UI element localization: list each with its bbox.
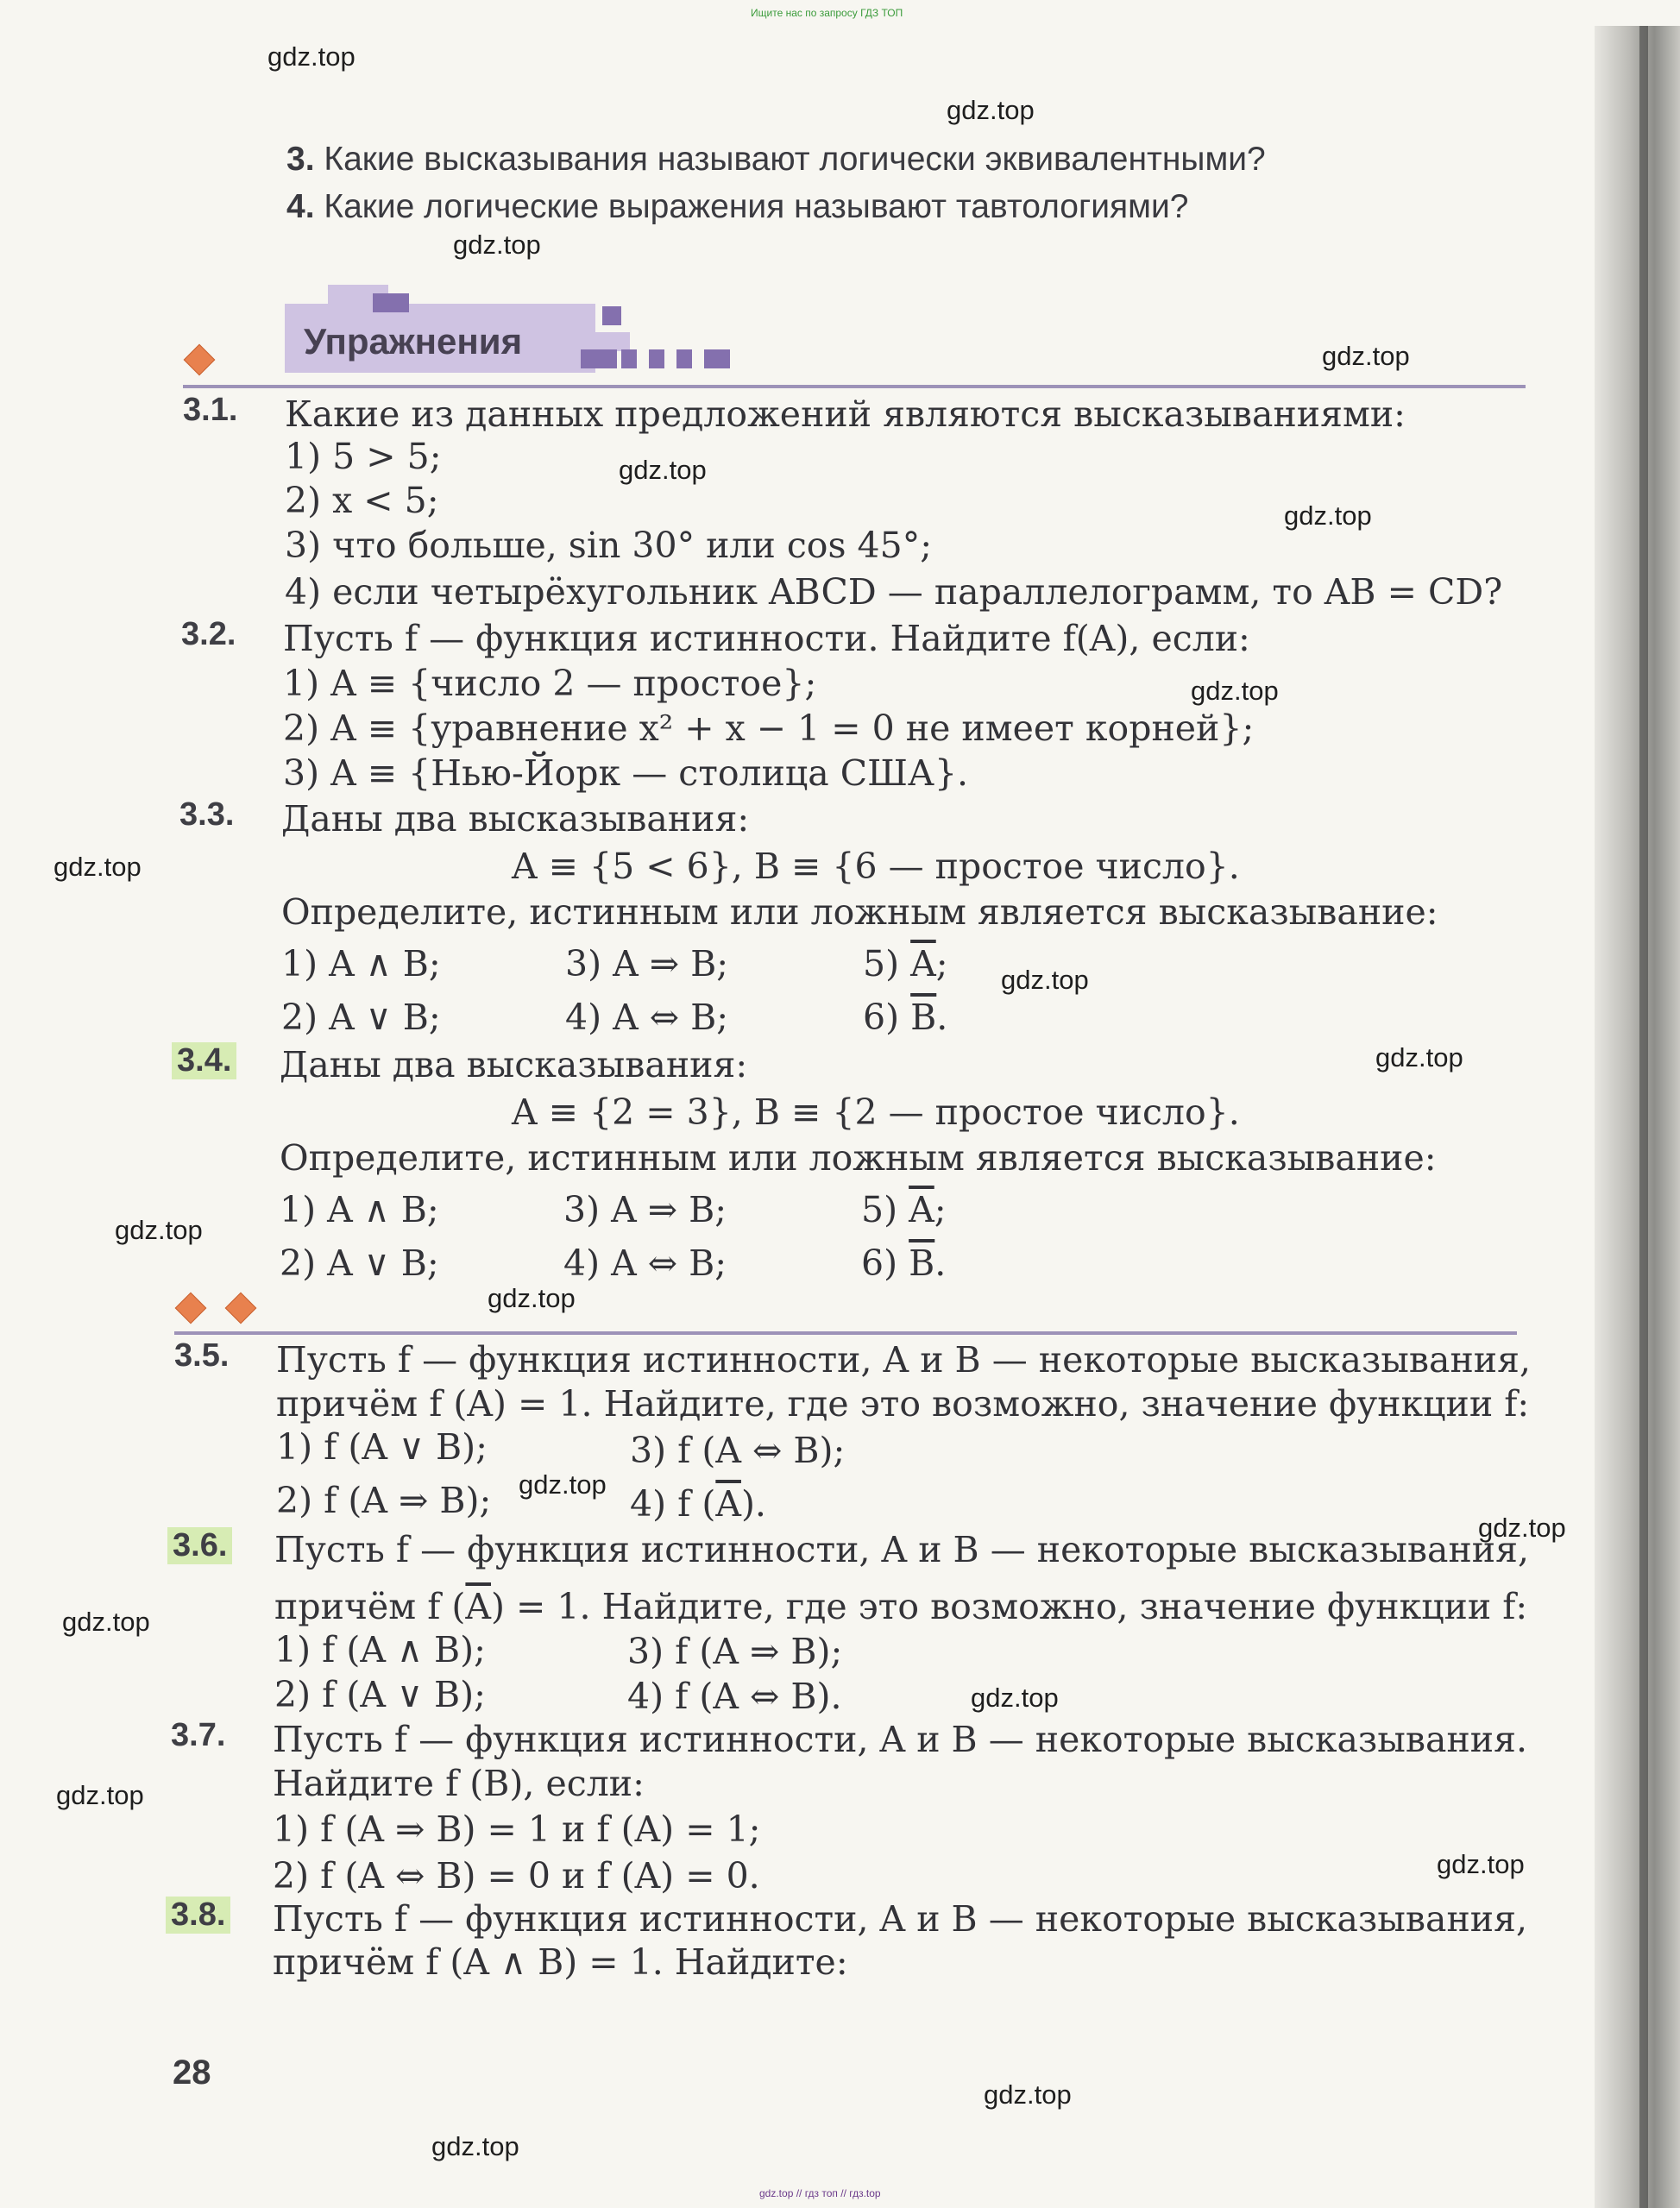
exercise-item: 3) f (A ⇒ B);: [627, 1631, 843, 1672]
page-number: 28: [173, 2054, 211, 2092]
exercise-text: Найдите f (B), если:: [273, 1763, 645, 1804]
watermark: gdz.top: [947, 95, 1035, 125]
exercise-item: 5) $\overline{A}$;: [861, 1189, 947, 1230]
watermark: gdz.top: [115, 1215, 203, 1245]
exercise-text: причём f (A) = 1. Найдите, где это возможно, значение функции f:: [276, 1383, 1530, 1425]
exercise-item: 5) $\overline{A}$;: [863, 943, 948, 984]
section-title: Упражнения: [304, 321, 523, 362]
exercise-item: 2) f (A ⇔ B) = 0 и f (A) = 0.: [273, 1855, 760, 1897]
exercise-number: 3.5.: [174, 1337, 230, 1374]
exercise-text: Какие из данных предложений являются высказываниями:: [285, 393, 1406, 435]
exercise-text: Пусть f — функция истинности. Найдите f(A), если:: [283, 618, 1250, 659]
exercise-item: 3) A ≡ {Нью-Йорк — столица США}.: [283, 752, 969, 794]
difficulty-diamond-icon: [184, 344, 216, 376]
watermark: gdz.top: [1478, 1513, 1566, 1543]
exercise-item: 2) A ∨ B;: [281, 997, 441, 1038]
exercise-number: 3.2.: [181, 616, 236, 652]
exercise-item: 2) A ∨ B;: [280, 1242, 439, 1284]
exercise-item: 4) если четырёхугольник ABCD — параллелограмм, то AB = CD?: [285, 571, 1503, 613]
exercise-item: 3) что больше, sin 30° или cos 45°;: [285, 525, 933, 566]
exercise-text: Пусть f — функция истинности, A и B — некоторые высказывания.: [273, 1719, 1527, 1760]
exercise-text: Определите, истинным или ложным является высказывание:: [280, 1137, 1437, 1179]
exercise-text: Пусть f — функция истинности, A и B — некоторые высказывания,: [274, 1529, 1529, 1570]
exercise-text: причём f (A ∧ B) = 1. Найдите:: [273, 1941, 848, 1983]
watermark: gdz.top: [431, 2131, 519, 2161]
watermark: gdz.top: [453, 230, 541, 260]
difficulty-diamond-icon: [225, 1293, 257, 1324]
exercise-number-highlighted: 3.4.: [172, 1042, 236, 1079]
exercise-item: 4) A ⇔ B;: [565, 997, 729, 1038]
exercise-item: 2) f (A ∨ B);: [274, 1674, 486, 1715]
exercise-item: 2) A ≡ {уравнение x² + x − 1 = 0 не имеет корней};: [283, 708, 1255, 749]
exercise-item: 2) x < 5;: [285, 480, 439, 521]
exercise-text: Даны два высказывания:: [281, 798, 750, 840]
watermark: gdz.top: [984, 2079, 1072, 2110]
exercise-item: 3) A ⇒ B;: [563, 1189, 727, 1230]
question-number: 4.: [286, 188, 315, 225]
exercise-item: 4) f $(\overline{A})$.: [630, 1483, 766, 1525]
watermark: gdz.top: [53, 852, 142, 882]
exercise-item: 1) f (A ⇒ B) = 1 и f (A) = 1;: [273, 1809, 761, 1850]
exercise-text: причём f $(\overline{A}) = 1$. Найдите, где это возможно, значение функции f:: [274, 1586, 1528, 1627]
exercise-text: Даны два высказывания:: [280, 1044, 748, 1085]
exercise-item: 1) A ∧ B;: [280, 1189, 439, 1230]
review-question: [286, 188, 1188, 226]
exercise-number: 3.1.: [183, 392, 238, 428]
watermark: gdz.top: [619, 455, 707, 485]
exercise-formula: A ≡ {2 = 3}, B ≡ {2 — простое число}.: [512, 1091, 1240, 1133]
difficulty-diamond-icon: [175, 1293, 207, 1324]
exercise-number: 3.3.: [179, 796, 235, 833]
header-notice: Ищите нас по запросу ГДЗ ТОП: [751, 7, 903, 19]
exercise-item: 3) f (A ⇔ B);: [630, 1430, 846, 1471]
watermark: gdz.top: [519, 1469, 607, 1500]
watermark: gdz.top: [1284, 500, 1372, 531]
question-text: Какие высказывания называют логически эквивалентными?: [324, 141, 1266, 178]
exercise-text: Пусть f — функция истинности, A и B — некоторые высказывания,: [276, 1339, 1531, 1381]
exercise-item: 1) 5 > 5;: [285, 436, 442, 477]
exercise-item: 4) f (A ⇔ B).: [627, 1676, 842, 1717]
page-fold-shadow: [1595, 26, 1680, 2208]
watermark: gdz.top: [1437, 1849, 1525, 1879]
watermark: gdz.top: [1191, 676, 1279, 706]
question-text: Какие логические выражения называют тавтологиями?: [324, 188, 1189, 225]
watermark: gdz.top: [488, 1283, 576, 1313]
watermark: gdz.top: [971, 1683, 1059, 1713]
watermark: gdz.top: [1322, 341, 1410, 371]
watermark: gdz.top: [1001, 965, 1089, 995]
review-question: [286, 141, 1266, 179]
footer-notice: gdz.top // гдз топ // гдз.top: [759, 2187, 881, 2199]
page-edge: [1639, 26, 1648, 2208]
section-rule: [183, 385, 1526, 388]
watermark: gdz.top: [267, 41, 356, 72]
exercise-item: 1) f (A ∨ B);: [276, 1426, 488, 1468]
exercise-item: 6) $\overline{B}$.: [863, 997, 948, 1038]
exercise-text: Определите, истинным или ложным является высказывание:: [281, 891, 1438, 933]
watermark: gdz.top: [56, 1780, 144, 1810]
exercise-item: 3) A ⇒ B;: [565, 943, 729, 984]
exercise-number-highlighted: 3.6.: [167, 1527, 232, 1564]
exercise-item: 1) f (A ∧ B);: [274, 1629, 486, 1670]
exercise-text: Пусть f — функция истинности, A и B — некоторые высказывания,: [273, 1898, 1527, 1940]
watermark: gdz.top: [1375, 1042, 1463, 1073]
exercise-formula: A ≡ {5 < 6}, B ≡ {6 — простое число}.: [512, 846, 1240, 887]
exercise-item: 2) f (A ⇒ B);: [276, 1480, 492, 1521]
watermark: gdz.top: [62, 1607, 150, 1637]
exercise-number: 3.7.: [171, 1717, 226, 1753]
exercise-item: 1) A ≡ {число 2 — простое};: [283, 663, 817, 704]
exercise-item: 6) $\overline{B}$.: [861, 1242, 947, 1284]
exercise-number-highlighted: 3.8.: [166, 1897, 230, 1934]
section-rule: [174, 1331, 1517, 1335]
exercise-item: 4) A ⇔ B;: [563, 1242, 727, 1284]
question-number: 3.: [286, 141, 315, 178]
exercise-item: 1) A ∧ B;: [281, 943, 441, 984]
